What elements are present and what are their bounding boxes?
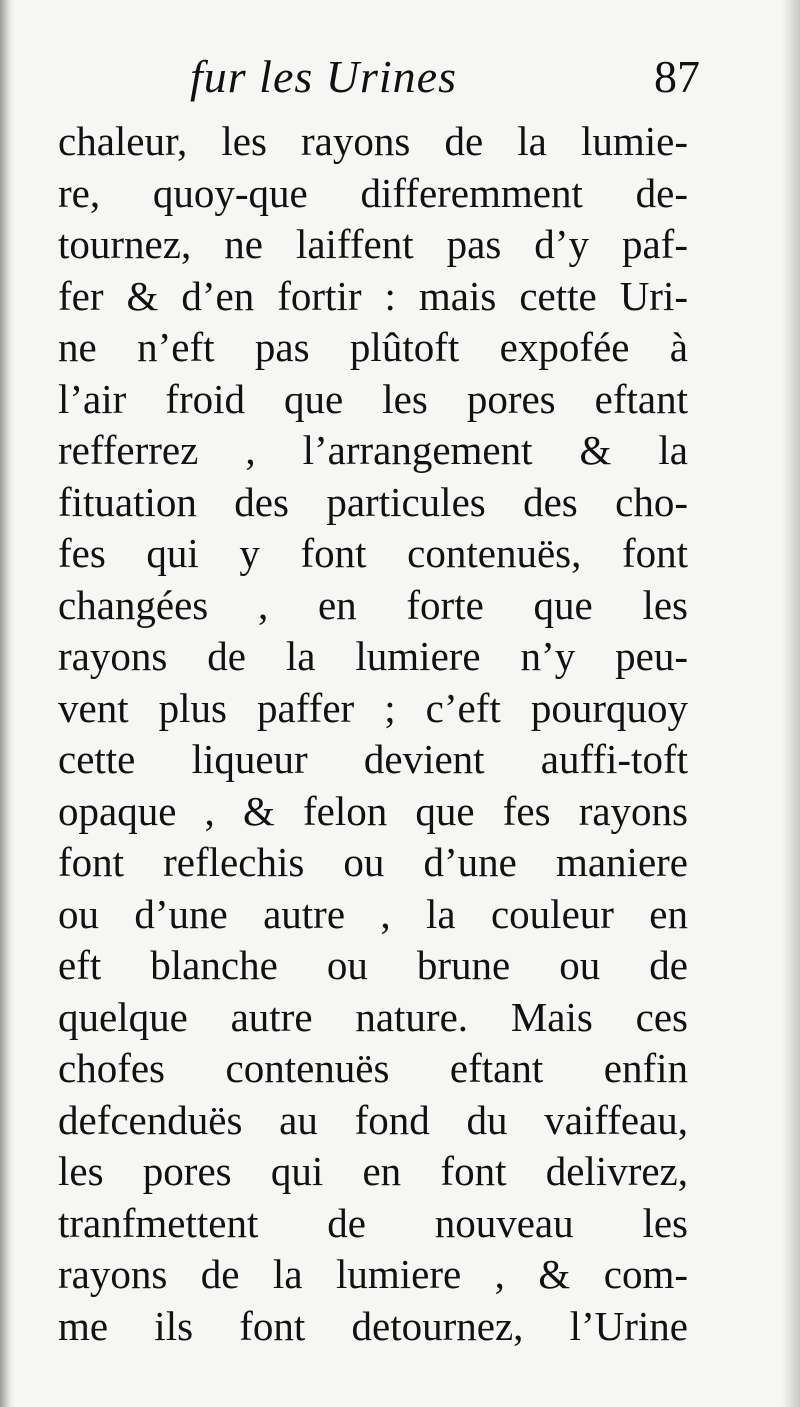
text-line: refferrez , l’arrangement & la	[58, 427, 688, 473]
text-line: font reflechis ou d’une maniere	[58, 839, 688, 885]
text-line: re, quoy-que differemment de-	[58, 169, 688, 216]
text-line: fes qui y font contenuës, font	[58, 530, 688, 576]
text-line: ou d’une autre , la couleur en	[58, 890, 688, 937]
text-line: chaleur, les rayons de la lumie-	[58, 118, 688, 164]
text-line: fituation des particules des cho-	[58, 478, 688, 525]
body-text	[58, 116, 688, 1352]
page-gutter-shadow	[0, 0, 14, 1407]
text-line: ne n’eft pas plûtoft expofée à	[58, 324, 688, 370]
text-line: defcenduës au fond du vaiffeau,	[58, 1096, 688, 1143]
text-line: opaque , & felon que fes rayons	[58, 787, 688, 834]
running-head	[60, 46, 700, 116]
text-line: les pores qui en font delivrez,	[58, 1148, 688, 1194]
text-line: tranfmettent de nouveau les	[58, 1199, 688, 1246]
text-line: vent plus paffer ; c’eft pourquoy	[58, 684, 688, 731]
text-line: cette liqueur devient auffi-toft	[58, 736, 688, 782]
text-line: eft blanche ou brune ou de	[58, 942, 688, 988]
text-line: fer & d’en fortir : mais cette Uri-	[58, 272, 688, 319]
text-line: l’air froid que les pores eftant	[58, 375, 688, 422]
text-line: quelque autre nature. Mais ces	[58, 993, 688, 1040]
text-line: rayons de la lumiere , & com-	[58, 1251, 688, 1297]
text-line: me ils font detournez, l’Urine	[58, 1302, 688, 1349]
running-title: fur les Urines	[190, 51, 457, 102]
text-line: rayons de la lumiere n’y peu-	[58, 633, 688, 679]
text-line: chofes contenuës eftant enfin	[58, 1045, 688, 1091]
page-edge-shadow	[782, 0, 800, 1407]
page-number: 87	[654, 51, 700, 102]
text-line: tournez, ne laiffent pas d’y paf-	[58, 221, 688, 267]
text-line: changées , en forte que les	[58, 581, 688, 628]
